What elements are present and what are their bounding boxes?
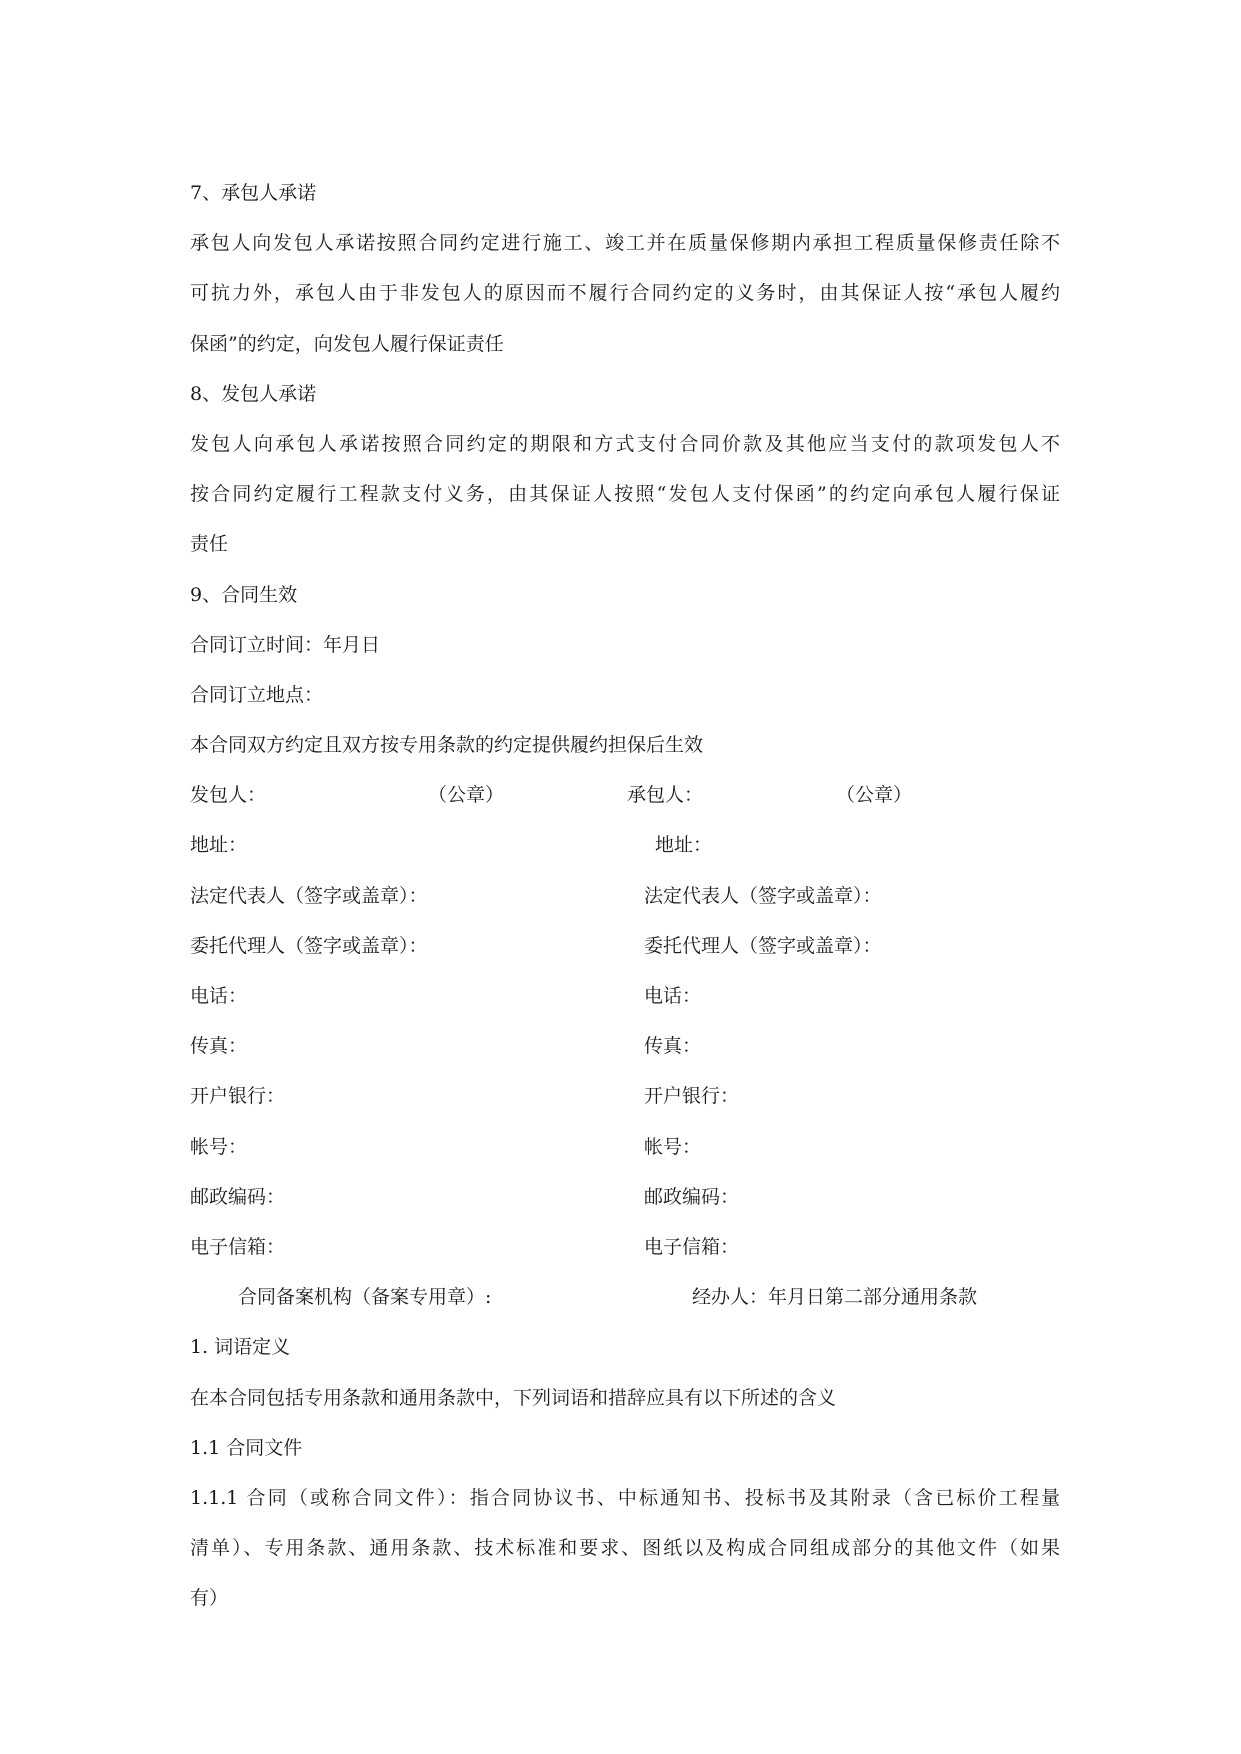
contractor-seal: （公章） <box>836 784 913 807</box>
section-8-text-line-3: 责任 <box>190 533 229 556</box>
page-content <box>190 168 1060 1623</box>
employer-postcode-label: 邮政编码： <box>190 1185 286 1208</box>
clause-1-1-1-line-1: 1.1.1 合同（或称合同文件）：指合同协议书、中标通知书、投标书及其附录（含已标价工程量 <box>190 1486 1060 1509</box>
contract-effect-clause: 本合同双方约定且双方按专用条款的约定提供履约担保后生效 <box>190 734 704 757</box>
signature-row-agent <box>190 921 1060 971</box>
signature-parties-row <box>190 770 1060 820</box>
contractor-postcode-label: 邮政编码： <box>644 1185 740 1208</box>
employer-legal-rep-label: 法定代表人（签字或盖章）： <box>190 884 428 907</box>
signature-row-phone <box>190 971 1060 1021</box>
employer-account-label: 帐号： <box>190 1135 248 1158</box>
contractor-label: 承包人： <box>627 784 704 807</box>
employer-email-label: 电子信箱： <box>190 1235 286 1258</box>
contractor-account-label: 帐号： <box>644 1135 702 1158</box>
filing-row <box>190 1272 1060 1322</box>
contractor-address-label: 地址： <box>655 834 713 857</box>
contractor-bank-label: 开户银行： <box>644 1085 740 1108</box>
section-8-text-line-2: 按合同约定履行工程款支付义务，由其保证人按照“发包人支付保函”的约定向承包人履行保证 <box>190 483 1060 506</box>
filing-agency-label: 合同备案机构（备案专用章）: <box>238 1286 492 1309</box>
employer-label: 发包人： <box>190 784 267 807</box>
signature-row-email <box>190 1222 1060 1272</box>
signature-row-postcode <box>190 1172 1060 1222</box>
contractor-fax-label: 传真： <box>644 1035 702 1058</box>
signature-row-legal-rep <box>190 871 1060 921</box>
contract-sign-time: 合同订立时间：年月日 <box>190 633 381 656</box>
contractor-agent-label: 委托代理人（签字或盖章）： <box>644 934 882 957</box>
section-7-text-line-3: 保函”的约定，向发包人履行保证责任 <box>190 332 504 355</box>
clause-1-1-1-line-3: 有） <box>190 1587 229 1610</box>
signature-row-fax <box>190 1021 1060 1071</box>
employer-fax-label: 传真： <box>190 1035 248 1058</box>
employer-seal: （公章） <box>428 784 505 807</box>
employer-address-label: 地址： <box>190 834 248 857</box>
employer-agent-label: 委托代理人（签字或盖章）： <box>190 934 428 957</box>
section-8-heading: 8、发包人承诺 <box>190 382 317 405</box>
signature-row-account <box>190 1122 1060 1172</box>
section-8-text-line-1: 发包人向承包人承诺按照合同约定的期限和方式支付合同价款及其他应当支付的款项发包人不 <box>190 432 1060 455</box>
section-7-text-line-1: 承包人向发包人承诺按照合同约定进行施工、竣工并在质量保修期内承担工程质量保修责任除不 <box>190 232 1060 255</box>
contractor-legal-rep-label: 法定代表人（签字或盖章）： <box>644 884 882 907</box>
employer-phone-label: 电话： <box>190 985 248 1007</box>
employer-bank-label: 开户银行： <box>190 1085 286 1108</box>
contract-documents-heading: 1.1 合同文件 <box>190 1436 303 1459</box>
section-7-text-line-2: 可抗力外，承包人由于非发包人的原因而不履行合同约定的义务时，由其保证人按“承包人履约 <box>190 282 1060 305</box>
definitions-heading: 1. 词语定义 <box>190 1336 291 1359</box>
definitions-intro: 在本合同包括专用条款和通用条款中，下列词语和措辞应具有以下所述的含义 <box>190 1386 837 1409</box>
contractor-email-label: 电子信箱： <box>644 1235 740 1258</box>
handler-label: 经办人：年月日第二部分通用条款 <box>692 1286 978 1309</box>
signature-row-address <box>190 820 1060 870</box>
section-7-heading: 7、承包人承诺 <box>190 182 317 204</box>
clause-1-1-1-line-2: 清单）、专用条款、通用条款、技术标准和要求、图纸以及构成合同组成部分的其他文件（如果 <box>190 1537 1060 1560</box>
contractor-phone-label: 电话： <box>644 985 702 1007</box>
contract-sign-place: 合同订立地点： <box>190 683 324 706</box>
signature-row-bank <box>190 1071 1060 1121</box>
section-9-heading: 9、合同生效 <box>190 583 298 606</box>
